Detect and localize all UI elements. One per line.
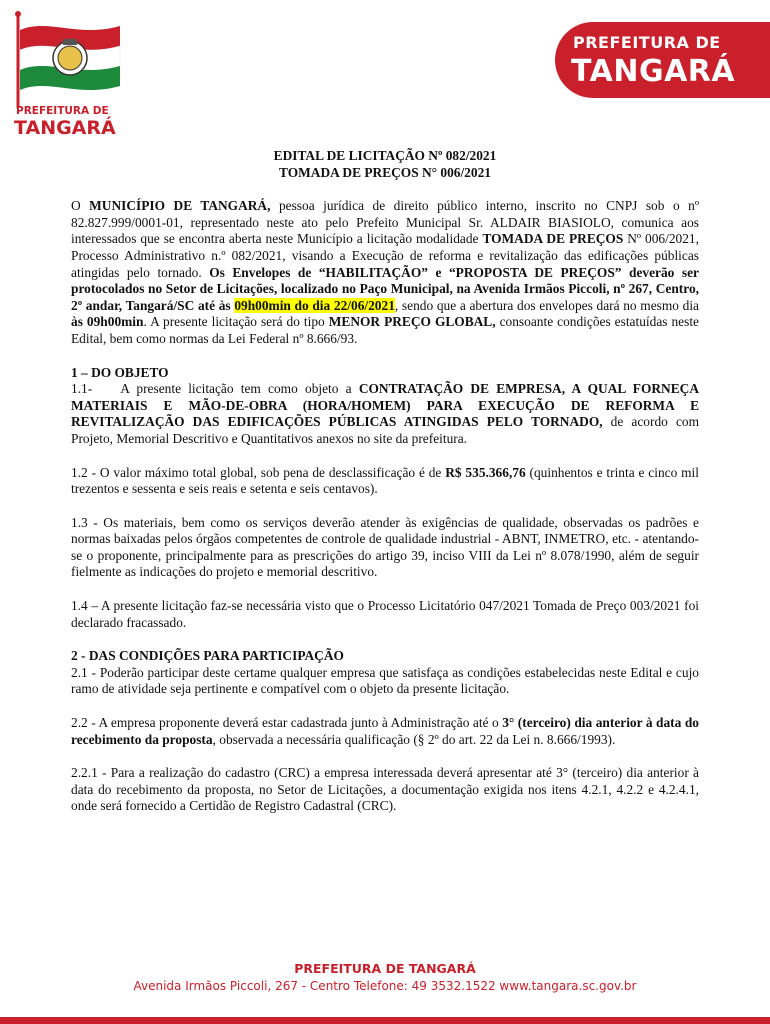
intro-paragraph: O MUNICÍPIO DE TANGARÁ, pessoa jurídica de direito público interno, inscrito no CNPJ sob o nº 82.827.999/0001-01, representado neste ato pelo Prefeito Municipal Sr. ALDAIR BIASIOLO, comunica aos interessados que se encontra aberta neste Município a licitação modalidade TOMADA DE PREÇOS Nº 006/2021, Processo Administrativo n.º 082/2021, visando a Execução de reforma e revitalização das edificações públicas atingidas pelo tornado. Os Envelopes de “HABILITAÇÃO” e “PROPOSTA DE PREÇOS” deverão ser protocolados no Setor de Licitações, localizado no Paço Municipal, na Avenida Irmãos Piccoli, nº 267, Centro, 2º andar, Tangará/SC até às 09h00min do dia 22/06/2021, sendo que a abertura dos envelopes dará no mesmo dia às 09h00min. A presente licitação será do tipo MENOR PREÇO GLOBAL, consoante condições estatuídas neste Edital, bem como normas da Lei Federal nº 8.666/93. <box>71 198 699 346</box>
highlighted-deadline: 09h00min do dia 22/06/2021 <box>234 297 395 313</box>
footer-organization-name: PREFEITURA DE TANGARÁ <box>294 961 476 976</box>
paragraph-2-2-1: 2.2.1 - Para a realização do cadastro (CRC) a empresa interessada deverá apresentar até 3° (terceiro) dia anterior à data do recebimento da proposta, no Setor de Licitações, a documentação exigida nos itens 4.2.1, 4.2.2 e 4.2.4.1, onde será fornecido a Certidão de Registro Cadastral (CRC). <box>71 765 699 814</box>
paragraph-1-3: 1.3 - Os materiais, bem como os serviços deverão atender às exigências de qualidade, observadas os padrões e normas baixadas pelos órgãos competentes de controle de qualidade industrial - ABNT, INMETRO, etc. - atentando-se o proponente, principalmente para as prescrições do artigo 39, inciso VIII da Lei nº 8.078/1990, além de seguir fielmente as indicações do projeto e memorial descritivo. <box>71 514 699 580</box>
banner-title-line1: PREFEITURA DE <box>573 33 721 52</box>
section2-heading: 2 - DAS CONDIÇÕES PARA PARTICIPAÇÃO <box>71 648 344 664</box>
paragraph-2-1: 2.1 - Poderão participar deste certame qualquer empresa que satisfaça as condições estabelecidas neste Edital e cujo ramo de atividade seja pertinente e compatível com o objeto da presente licitação. <box>71 664 699 697</box>
footer-red-bar <box>0 1017 770 1024</box>
document-title-line2: TOMADA DE PREÇOS N° 006/2021 <box>279 164 491 180</box>
header-banner <box>555 22 770 98</box>
paragraph-2-2: 2.2 - A empresa proponente deverá estar cadastrada junto à Administração até o 3° (terceiro) dia anterior à data do recebimento da proposta, observada a necessária qualificação (§ 2º do art. 22 da Lei n. 8.666/1993). <box>71 715 699 747</box>
municipal-flag-logo <box>8 8 130 138</box>
banner-title-line2: TANGARÁ <box>571 54 736 89</box>
footer-address: Avenida Irmãos Piccoli, 267 - Centro Telefone: 49 3532.1522 www.tangara.sc.gov.br <box>133 979 637 993</box>
paragraph-1-4: 1.4 – A presente licitação faz-se necessária visto que o Processo Licitatório 047/2021 Tomada de Preço 003/2021 foi declarado fracassado. <box>71 598 699 630</box>
logo-text-line1: PREFEITURA DE <box>16 105 109 117</box>
paragraph-1-1: 1.1- A presente licitação tem como objeto a CONTRATAÇÃO DE EMPRESA, A QUAL FORNEÇA MATERIAIS E MÃO-DE-OBRA (HORA/HOMEM) PARA EXECUÇÃO DE REFORMA E REVITALIZAÇÃO DAS EDIFICAÇÕES PÚBLICAS ATINGIDAS PELO TORNADO, de acordo com Projeto, Memorial Descritivo e Quantitativos anexos no site da prefeitura. <box>71 381 700 446</box>
document-body <box>71 148 699 815</box>
section1-heading: 1 – DO OBJETO <box>71 364 169 380</box>
document-title-line1: EDITAL DE LICITAÇÃO Nº 082/2021 <box>273 148 497 163</box>
paragraph-1-2: 1.2 - O valor máximo total global, sob pena de desclassificação é de R$ 535.366,76 (quinhentos e trinta e cinco mil trezentos e sessenta e seis reais e setenta e seis centavos). <box>71 464 699 497</box>
page-footer <box>0 955 770 1024</box>
page-header <box>0 0 770 140</box>
logo-text-line2: TANGARÁ <box>14 117 116 138</box>
